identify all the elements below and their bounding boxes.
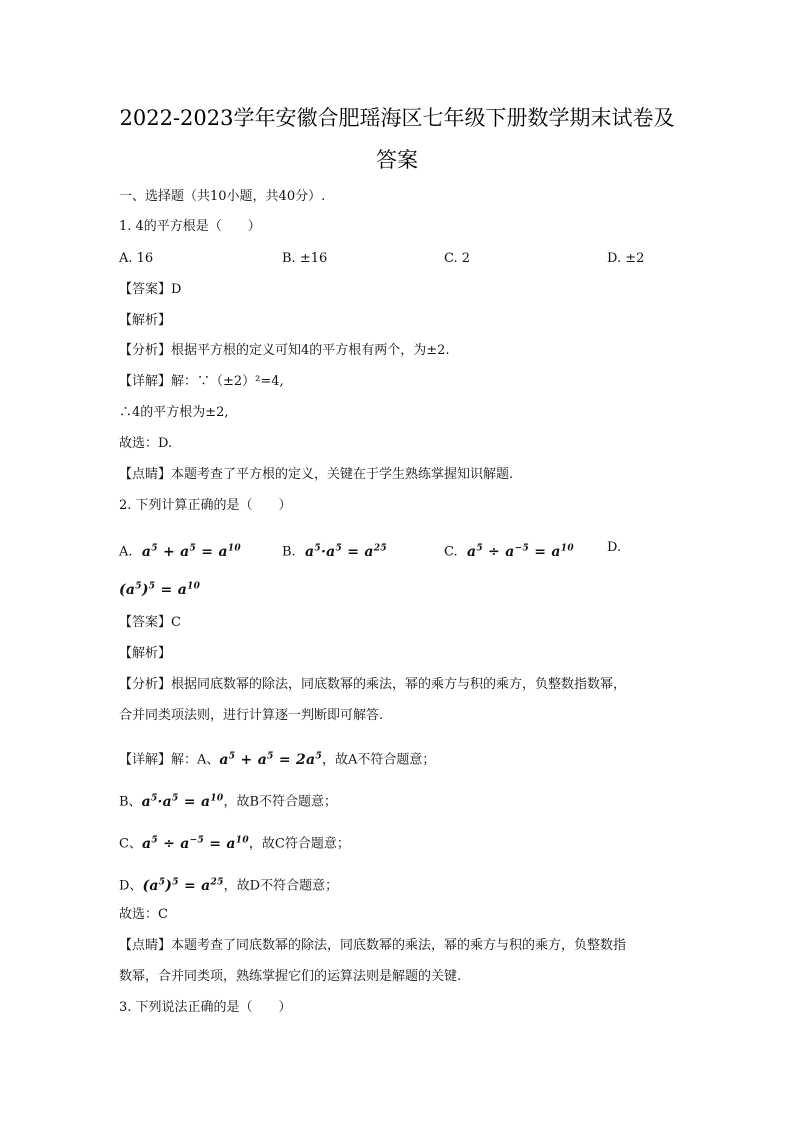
- q2-xiangjie-a-formula: $a^5 + a^5 = 2a^5$: [219, 751, 322, 768]
- doc-title-line1: 2022-2023学年安徽合肥瑶海区七年级下册数学期末试卷及: [119, 106, 675, 130]
- q2-dianjing-line2: 数幂，合并同类项，熟练掌握它们的运算法则是解题的关键.: [119, 969, 462, 984]
- q1-answer: 【答案】D: [119, 282, 182, 297]
- q2-option-a-label: A.: [119, 544, 133, 560]
- q2-option-b: [282, 539, 387, 562]
- q2-xiangjie-c-formula: $a^5 \div a^{-5} = a^{10}$: [141, 835, 249, 852]
- q2-fenxi-line2: 合并同类项法则，进行计算逐一判断即可解答.: [119, 708, 384, 723]
- q2-answer: 【答案】C: [119, 615, 181, 630]
- q1-option-b: B. ±16: [282, 251, 328, 266]
- q1-fenxi: 【分析】根据平方根的定义可知4的平方根有两个，为±2.: [119, 343, 450, 358]
- section-heading: 一、选择题（共10小题，共40分）.: [119, 189, 326, 204]
- q2-choose: 故选：C: [119, 907, 168, 922]
- q1-choose: 故选：D.: [119, 436, 173, 451]
- q2-option-a: [119, 539, 241, 562]
- q2-xiangjie-b-formula: $a^5\cdot a^5 = a^{10}$: [141, 793, 224, 810]
- q1-therefore: ∴4的平方根为±2,: [119, 405, 229, 420]
- q2-xiangjie-b: [119, 789, 337, 812]
- q2-option-b-formula: $a^5\cdot a^5 = a^{25}$: [299, 543, 387, 560]
- q2-option-d: [119, 577, 200, 600]
- q1-option-c: C. 2: [444, 251, 471, 266]
- doc-title-line2: 答案: [376, 148, 418, 172]
- q2-fenxi-line1: 【分析】根据同底数幂的除法，同底数幂的乘法，幂的乘方与积的乘方，负整数指数幂，: [119, 677, 627, 692]
- q2-xiangjie-c: [119, 831, 350, 854]
- q2-c-suffix: ，故C符合题意；: [248, 836, 350, 852]
- q3-stem: 3. 下列说法正确的是（ ）: [119, 1000, 292, 1015]
- q2-xiangjie-d: [119, 873, 338, 896]
- q2-xiangjie-a-suffix: ，故A不符合题意；: [322, 752, 436, 768]
- q2-b-prefix: B、: [119, 794, 142, 810]
- q2-xiangjie-a: [119, 747, 435, 770]
- q2-d-prefix: D、: [119, 878, 143, 894]
- q2-option-c-formula: $a^5 \div a^{-5} = a^{10}$: [461, 543, 574, 560]
- q2-d-suffix: ，故D不符合题意；: [223, 878, 339, 894]
- q2-xiangjie-prefix: 【详解】解：A、: [119, 752, 220, 768]
- q2-stem: 2. 下列计算正确的是（ ）: [119, 498, 292, 513]
- q2-c-prefix: C、: [119, 836, 142, 852]
- q2-option-a-formula: $a^5 + a^5 = a^{10}$: [136, 543, 241, 560]
- q1-xiangjie: 【详解】解：∵（±2）²=4,: [119, 374, 284, 389]
- q1-option-d: D. ±2: [607, 251, 645, 266]
- q2-analysis-label: 【解析】: [119, 646, 172, 661]
- q1-stem: 1. 4的平方根是（ ）: [119, 219, 261, 234]
- q2-b-suffix: ，故B不符合题意；: [223, 794, 338, 810]
- q2-option-d-label: D.: [607, 540, 622, 555]
- q1-dianjing: 【点睛】本题考查了平方根的定义，关键在于学生熟练掌握知识解题.: [119, 467, 514, 482]
- q2-option-b-label: B.: [282, 544, 296, 560]
- q2-option-d-formula: $(a^5)^5 = a^{10}$: [119, 581, 201, 598]
- q2-xiangjie-d-formula: $(a^5)^5 = a^{25}$: [142, 877, 224, 894]
- q2-dianjing-line1: 【点睛】本题考查了同底数幂的除法，同底数幂的乘法，幂的乘方与积的乘方，负整数指: [119, 938, 627, 953]
- q2-option-c-label: C.: [444, 544, 458, 560]
- q1-analysis-label: 【解析】: [119, 313, 172, 328]
- q2-option-c: [444, 539, 574, 562]
- q1-option-a: A. 16: [119, 251, 154, 266]
